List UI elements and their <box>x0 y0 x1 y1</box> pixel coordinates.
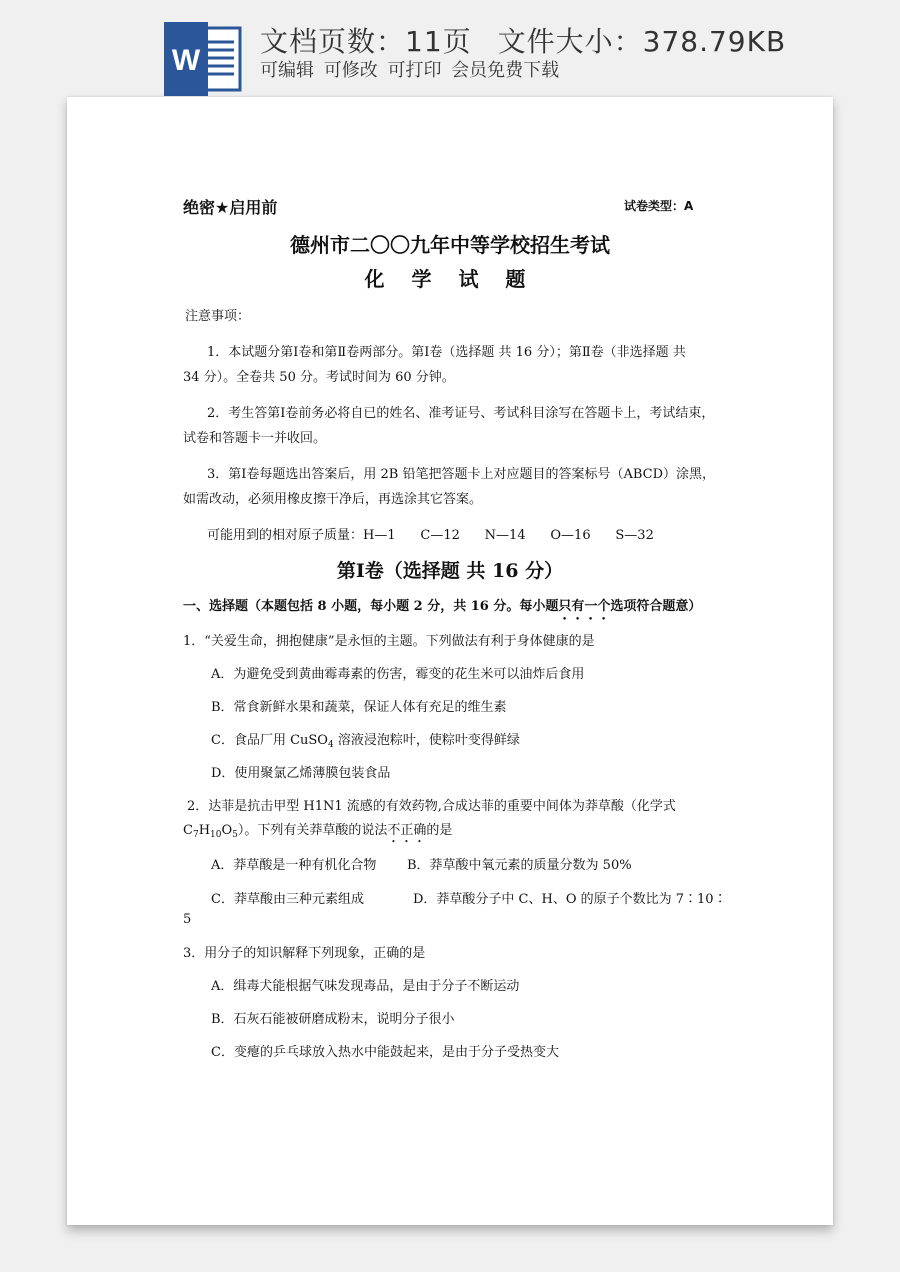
question-2-option-c: C．莽草酸由三种元素组成 <box>211 892 364 907</box>
document-page <box>67 97 833 1225</box>
subject-title: 化 学 试 题 <box>364 267 536 291</box>
feature-list: 可编辑 可修改 可打印 会员免费下载 <box>260 60 560 81</box>
question-2-option-b: B．莽草酸中氧元素的质量分数为 50% <box>407 858 632 873</box>
question-3-option-c: C．变瘪的乒乓球放入热水中能鼓起来，是由于分子受热变大 <box>211 1045 559 1060</box>
question-3-option-b: B．石灰石能被研磨成粉末，说明分子很小 <box>211 1012 455 1027</box>
question-2-option-a: A．莽草酸是一种有机化合物 <box>211 858 377 873</box>
confidential-label: 绝密★启用前 <box>183 198 278 217</box>
svg-text:W: W <box>171 44 201 77</box>
question-1-option-b: B．常食新鲜水果和蔬菜，保证人体有充足的维生素 <box>211 700 507 715</box>
notice-2-line-2: 试卷和答题卡一并收回。 <box>183 431 327 446</box>
question-3-stem: 3．用分子的知识解释下列现象，正确的是 <box>183 946 426 961</box>
question-1-option-d: D．使用聚氯乙烯薄膜包装食品 <box>211 766 391 781</box>
part-one-heading: 一、选择题（本题包括 8 小题，每小题 2 分，共 16 分。每小题只有一个选项符合题意） <box>183 599 702 614</box>
question-2-stem-line-2: $C_7H_{10}O_5$）。下列有关莽草酸的说法不正确的是 <box>183 823 453 840</box>
notice-1-line-2: 34 分）。全卷共 50 分。考试时间为 60 分钟。 <box>183 370 455 385</box>
question-1-stem: 1．“关爱生命，拥抱健康”是永恒的主题。下列做法有利于身体健康的是 <box>183 634 595 649</box>
question-2-stem-line-1: 2．达菲是抗击甲型 H1N1 流感的有效药物,合成达菲的重要中间体为莽草酸（化学式 <box>187 799 676 814</box>
page-count: 文档页数：11页 <box>260 25 472 58</box>
emphasis-incorrect: 不正确 <box>387 823 427 838</box>
paper-type: 试卷类型：A <box>624 199 694 213</box>
notice-1-line-1: 1．本试题分第Ⅰ卷和第Ⅱ卷两部分。第Ⅰ卷（选择题 共 16 分）；第Ⅱ卷（非选择题 共 <box>207 345 686 360</box>
question-1-option-a: A．为避免受到黄曲霉毒素的伤害，霉变的花生米可以油炸后食用 <box>211 667 585 682</box>
notice-2-line-1: 2．考生答第Ⅰ卷前务必将自已的姓名、准考证号、考试科目涂写在答题卡上，考试结束， <box>207 406 715 421</box>
atomic-mass-list: 可能用到的相对原子质量：H—1 C—12 N—14 O—16 S—32 <box>207 528 654 543</box>
section-title: 第Ⅰ卷（选择题 共 16 分） <box>336 560 564 582</box>
question-2-option-d: D．莽草酸分子中 C、H、O 的原子个数比为 7∶10∶ <box>413 892 727 907</box>
download-banner <box>0 0 900 98</box>
emphasis-only-one: 只有一个 <box>558 599 611 614</box>
exam-title: 德州市二〇〇九年中等学校招生考试 <box>290 233 610 257</box>
question-2-option-d-continued: 5 <box>183 912 192 927</box>
notice-3-line-2: 如需改动，必须用橡皮擦干净后，再选涂其它答案。 <box>183 492 483 507</box>
file-size: 文件大小：378.79KB <box>497 25 787 58</box>
notice-3-line-1: 3．第Ⅰ卷每题选出答案后，用 2B 铅笔把答题卡上对应题目的答案标号（ABCD）涂黑， <box>207 467 716 482</box>
question-3-option-a: A．缉毒犬能根据气味发现毒品，是由于分子不断运动 <box>211 979 520 994</box>
notice-heading: 注意事项： <box>185 309 251 324</box>
file-info <box>260 20 786 60</box>
question-1-option-c: C．食品厂用 CuSO$_4$ 溶液浸泡粽叶，使粽叶变得鲜绿 <box>211 733 520 750</box>
word-document-icon <box>164 22 244 96</box>
